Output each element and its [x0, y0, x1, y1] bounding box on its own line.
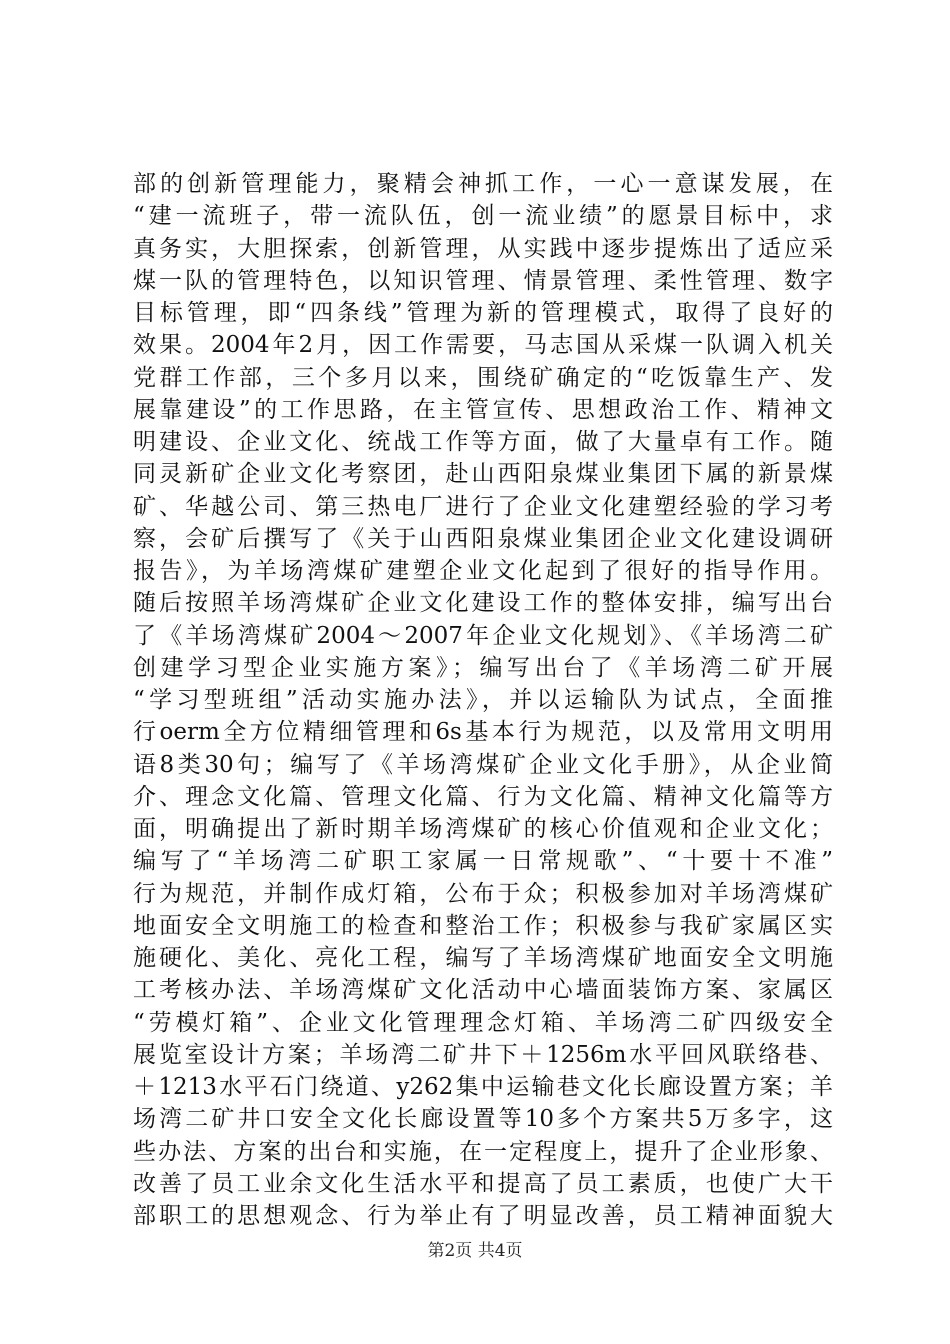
text-line: 面，明确提出了新时期羊场湾煤矿的核心价值观和企业文化；: [133, 816, 833, 842]
text-line: 察，会矿后撰写了《关于山西阳泉煤业集团企业文化建设调研: [133, 525, 833, 552]
text-line: “建一流班子，带一流队伍，创一流业绩”的愿景目标中，求: [133, 203, 833, 230]
text-line: 矿、华越公司、第三热电厂进行了企业文化建塑经验的学习考: [133, 493, 833, 520]
text-line: 展靠建设”的工作思路，在主管宣传、思想政治工作、精神文: [133, 396, 833, 423]
text-line: 展览室设计方案；羊场湾二矿井下＋1256m水平回风联络巷、: [133, 1041, 833, 1068]
text-line: 了《羊场湾煤矿2004～2007年企业文化规划》、《羊场湾二矿: [133, 622, 833, 649]
body-paragraph: [133, 168, 833, 1232]
text-line: 同灵新矿企业文化考察团，赴山西阳泉煤业集团下属的新景煤: [133, 461, 833, 488]
text-line: ＋1213水平石门绕道、y262集中运输巷文化长廊设置方案；羊: [133, 1074, 833, 1100]
text-line: “学习型班组”活动实施办法》，并以运输队为试点，全面推: [133, 687, 833, 713]
text-line: 创建学习型企业实施方案》；编写出台了《羊场湾二矿开展: [133, 654, 833, 681]
text-line: 部职工的思想观念、行为举止有了明显改善，员工精神面貌大: [133, 1203, 833, 1229]
text-line: 明建设、企业文化、统战工作等方面，做了大量卓有工作。随: [133, 429, 833, 455]
text-line: 部的创新管理能力，聚精会神抓工作，一心一意谋发展，在: [133, 171, 833, 197]
text-line: 行oerm全方位精细管理和6s基本行为规范，以及常用文明用: [133, 719, 833, 746]
text-line: 工考核办法、羊场湾煤矿文化活动中心墙面装饰方案、家属区: [133, 977, 833, 1004]
text-line: 报告》，为羊场湾煤矿建塑企业文化起到了很好的指导作用。: [133, 558, 833, 584]
text-line: 改善了员工业余文化生活水平和提高了员工素质，也使广大干: [133, 1170, 833, 1197]
text-line: 介、理念文化篇、管理文化篇、行为文化篇、精神文化篇等方: [133, 783, 833, 810]
text-line: “劳模灯箱”、企业文化管理理念灯箱、羊场湾二矿四级安全: [133, 1009, 833, 1036]
text-line: 编写了“羊场湾二矿职工家属一日常规歌”、“十要十不准”: [133, 848, 833, 875]
text-line: 目标管理，即“四条线”管理为新的管理模式，取得了良好的: [133, 300, 833, 326]
text-line: 场湾二矿井口安全文化长廊设置等10多个方案共5万多字，这: [133, 1106, 833, 1133]
text-line: 效果。2004年2月，因工作需要，马志国从采煤一队调入机关: [133, 332, 833, 359]
text-line: 党群工作部，三个多月以来，围绕矿确定的“吃饭靠生产、发: [133, 364, 833, 391]
text-line: 地面安全文明施工的检查和整治工作；积极参与我矿家属区实: [133, 912, 833, 939]
text-line: 随后按照羊场湾煤矿企业文化建设工作的整体安排，编写出台: [133, 590, 833, 617]
text-line: 煤一队的管理特色，以知识管理、情景管理、柔性管理、数字: [133, 267, 833, 294]
text-line: 些办法、方案的出台和实施，在一定程度上，提升了企业形象、: [133, 1138, 833, 1165]
text-line: 语8类30句；编写了《羊场湾煤矿企业文化手册》，从企业简: [133, 751, 833, 778]
text-line: 真务实，大胆探索，创新管理，从实践中逐步提炼出了适应采: [133, 235, 833, 262]
text-line: 行为规范，并制作成灯箱，公布于众；积极参加对羊场湾煤矿: [133, 880, 833, 907]
page-number-footer: 第2页 共4页: [427, 1241, 523, 1261]
text-line: 施硬化、美化、亮化工程，编写了羊场湾煤矿地面安全文明施: [133, 945, 833, 971]
